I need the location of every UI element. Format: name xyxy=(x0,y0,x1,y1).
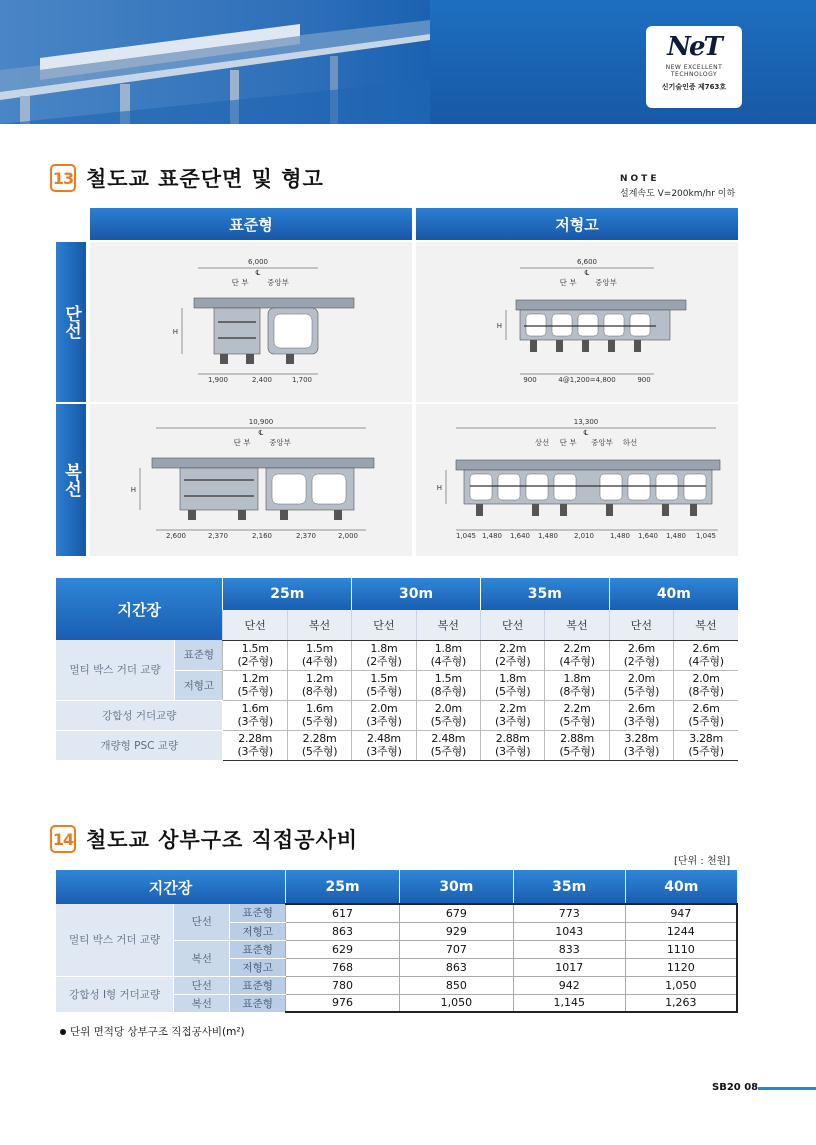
dim-total: 6,600 xyxy=(576,258,598,266)
cell: 1,263 xyxy=(625,994,737,1012)
cell: 863 xyxy=(286,922,400,940)
height-label: H xyxy=(496,322,502,330)
cross-section-figure xyxy=(56,208,738,556)
table-row xyxy=(56,700,738,730)
cell: 707 xyxy=(399,940,513,958)
net-logo: NeT xyxy=(667,32,721,62)
subhead: 복선 xyxy=(545,610,609,640)
cell: 1043 xyxy=(513,922,625,940)
subhead: 복선 xyxy=(416,610,480,640)
cell: 1.5m (2주형) xyxy=(223,640,287,670)
cell: 1.5m (5주형) xyxy=(352,670,416,700)
cell: 2.0m (5주형) xyxy=(416,700,480,730)
cell: 1.8m (5주형) xyxy=(480,670,544,700)
footnote-text: 단위 면적당 상부구조 직접공사비(m²) xyxy=(70,1026,245,1038)
table-row xyxy=(56,640,738,670)
table-row xyxy=(56,976,737,994)
row-group-label: 개량형 PSC 교량 xyxy=(56,730,223,760)
cell: 2.28m (3주형) xyxy=(223,730,287,760)
dim-7: 1,640 xyxy=(637,532,659,540)
section-title: 철도교 표준단면 및 형고 xyxy=(86,167,324,191)
cell: 1,050 xyxy=(399,994,513,1012)
dim-1: 900 xyxy=(523,376,537,384)
span-40m: 40m xyxy=(609,578,738,610)
height-label: H xyxy=(130,486,136,494)
unit-label: [단위 : 천원] xyxy=(674,856,731,867)
span-25m: 25m xyxy=(223,578,352,610)
dim-total: 10,900 xyxy=(248,418,274,426)
label-end: 단 부 xyxy=(559,278,577,287)
section-14-heading xyxy=(50,824,358,854)
row-kind-label: 표준형 xyxy=(230,976,286,994)
label-center: 중앙부 xyxy=(267,278,289,287)
cell: 2.2m (5주형) xyxy=(545,700,609,730)
centerline-mark: ℄ xyxy=(258,429,264,437)
row-header-single xyxy=(56,242,86,402)
table-row xyxy=(56,904,737,922)
span-30m: 30m xyxy=(352,578,481,610)
cell: 1017 xyxy=(513,958,625,976)
note-text: 설계속도 V=200km/hr 이하 xyxy=(620,189,736,199)
cell: 2.48m (3주형) xyxy=(352,730,416,760)
dim-5: 2,010 xyxy=(573,532,595,540)
cell: 1,145 xyxy=(513,994,625,1012)
cell: 3.28m (5주형) xyxy=(674,730,738,760)
train-bridge-photo xyxy=(0,0,430,124)
net-cert-number: 신기술인증 제763호 xyxy=(661,83,727,91)
dim-total: 6,000 xyxy=(247,258,269,266)
cell: 1.5m (8주형) xyxy=(416,670,480,700)
cell: 629 xyxy=(286,940,400,958)
cell: 768 xyxy=(286,958,400,976)
row-type-label: 표준형 xyxy=(175,640,223,670)
dim-3: 2,160 xyxy=(251,532,273,540)
subhead: 단선 xyxy=(480,610,544,640)
section-number: 13 xyxy=(50,164,76,192)
dim-8: 1,480 xyxy=(665,532,687,540)
cell: 929 xyxy=(399,922,513,940)
height-label: H xyxy=(172,328,178,336)
label-end: 단 부 xyxy=(233,438,251,447)
cell: 1.2m (8주형) xyxy=(287,670,351,700)
row-kind-label: 저형고 xyxy=(230,922,286,940)
cell: 2.2m (4주형) xyxy=(545,640,609,670)
subhead: 복선 xyxy=(287,610,351,640)
label-up: 상선 xyxy=(534,438,550,447)
cell: 1.5m (4주형) xyxy=(287,640,351,670)
row-line-label: 복선 xyxy=(174,940,230,976)
span-35m: 35m xyxy=(513,870,625,904)
span-30m: 30m xyxy=(399,870,513,904)
cell: 850 xyxy=(399,976,513,994)
cell: 2.0m (8주형) xyxy=(674,670,738,700)
row-kind-label: 표준형 xyxy=(230,904,286,922)
drawing-double-standard xyxy=(90,404,412,556)
cell: 2.6m (4주형) xyxy=(674,640,738,670)
net-certification-badge xyxy=(646,26,742,108)
cell: 1.8m (2주형) xyxy=(352,640,416,670)
label-center: 중앙부 xyxy=(269,438,291,447)
cell: 2.2m (2주형) xyxy=(480,640,544,670)
col-header-low: 저형고 xyxy=(416,208,738,240)
row-line-label: 단선 xyxy=(174,904,230,940)
page-number: SB20 08 xyxy=(712,1082,759,1093)
row-line-label: 단선 xyxy=(174,976,230,994)
row-group-label: 강합성 I형 거더교량 xyxy=(56,976,174,1012)
row-group-label: 멀티 박스 거더 교량 xyxy=(56,640,175,700)
centerline-mark: ℄ xyxy=(583,429,589,437)
row-group-label: 강합성 거더교량 xyxy=(56,700,223,730)
label-end: 단 부 xyxy=(559,438,577,447)
note xyxy=(620,174,735,199)
cell: 2.48m (5주형) xyxy=(416,730,480,760)
cell: 1.8m (4주형) xyxy=(416,640,480,670)
row-header-double-label: 복선 xyxy=(61,463,81,497)
cell: 617 xyxy=(286,904,400,922)
dim-2: 2,400 xyxy=(251,376,273,384)
cell: 1.8m (8주형) xyxy=(545,670,609,700)
cell: 1.6m (3주형) xyxy=(223,700,287,730)
drawing-single-standard xyxy=(90,242,412,402)
cell: 2.6m (5주형) xyxy=(674,700,738,730)
cell: 2.6m (3주형) xyxy=(609,700,673,730)
cell: 773 xyxy=(513,904,625,922)
subhead: 복선 xyxy=(674,610,738,640)
row-kind-label: 저형고 xyxy=(230,958,286,976)
centerline-mark: ℄ xyxy=(255,269,261,277)
construction-cost-table xyxy=(56,870,738,1013)
subhead: 단선 xyxy=(609,610,673,640)
row-header-single-label: 단선 xyxy=(61,305,81,339)
section-13-heading xyxy=(50,163,324,193)
cell: 2.28m (5주형) xyxy=(287,730,351,760)
dim-1: 1,900 xyxy=(207,376,229,384)
row-group-label: 멀티 박스 거더 교량 xyxy=(56,904,174,976)
span-40m: 40m xyxy=(625,870,737,904)
dim-3: 1,640 xyxy=(509,532,531,540)
dim-5: 2,000 xyxy=(337,532,359,540)
bullet-icon xyxy=(60,1029,66,1035)
cell: 780 xyxy=(286,976,400,994)
dim-4: 1,480 xyxy=(537,532,559,540)
dim-2: 2,370 xyxy=(207,532,229,540)
table1-corner: 지간장 xyxy=(56,578,223,640)
dim-9: 1,045 xyxy=(695,532,717,540)
girder-height-table xyxy=(56,578,738,761)
row-kind-label: 표준형 xyxy=(230,940,286,958)
cell: 2.88m (5주형) xyxy=(545,730,609,760)
cell: 2.0m (5주형) xyxy=(609,670,673,700)
row-header-double xyxy=(56,404,86,556)
dim-1: 2,600 xyxy=(165,532,187,540)
centerline-mark: ℄ xyxy=(584,269,590,277)
dim-3: 900 xyxy=(637,376,651,384)
col-header-standard: 표준형 xyxy=(90,208,412,240)
cell: 1.2m (5주형) xyxy=(223,670,287,700)
dim-2: 4@1,200=4,800 xyxy=(558,376,616,384)
cell: 1244 xyxy=(625,922,737,940)
cell: 863 xyxy=(399,958,513,976)
net-subtitle: NEW EXCELLENT TECHNOLOGY xyxy=(665,64,723,78)
drawing-double-low xyxy=(416,404,738,556)
label-center: 중앙부 xyxy=(591,438,613,447)
header-banner xyxy=(0,0,816,124)
footnote xyxy=(60,1024,245,1039)
table2-corner: 지간장 xyxy=(56,870,286,904)
dim-2: 1,480 xyxy=(481,532,503,540)
span-35m: 35m xyxy=(480,578,609,610)
section-title: 철도교 상부구조 직접공사비 xyxy=(86,828,359,852)
table-row xyxy=(56,730,738,760)
dim-total: 13,300 xyxy=(573,418,599,426)
dim-3: 1,700 xyxy=(291,376,313,384)
cell: 2.6m (2주형) xyxy=(609,640,673,670)
row-line-label: 복선 xyxy=(174,994,230,1012)
cell: 3.28m (3주형) xyxy=(609,730,673,760)
cell: 2.88m (3주형) xyxy=(480,730,544,760)
note-label: NOTE xyxy=(620,174,660,184)
cell: 833 xyxy=(513,940,625,958)
cell: 1,050 xyxy=(625,976,737,994)
span-25m: 25m xyxy=(286,870,400,904)
row-type-label: 저형고 xyxy=(175,670,223,700)
drawing-single-low xyxy=(416,242,738,402)
label-end: 단 부 xyxy=(231,278,249,287)
section-number: 14 xyxy=(50,825,76,853)
dim-1: 1,045 xyxy=(455,532,477,540)
dim-6: 1,480 xyxy=(609,532,631,540)
label-center: 중앙부 xyxy=(595,278,617,287)
cell: 1120 xyxy=(625,958,737,976)
cell: 2.0m (3주형) xyxy=(352,700,416,730)
cell: 2.2m (3주형) xyxy=(480,700,544,730)
cell: 1.6m (5주형) xyxy=(287,700,351,730)
cell: 976 xyxy=(286,994,400,1012)
label-down: 하선 xyxy=(622,438,638,447)
subhead: 단선 xyxy=(352,610,416,640)
cell: 942 xyxy=(513,976,625,994)
page-accent-bar xyxy=(758,1087,816,1090)
cell: 679 xyxy=(399,904,513,922)
cell: 947 xyxy=(625,904,737,922)
row-kind-label: 표준형 xyxy=(230,994,286,1012)
dim-4: 2,370 xyxy=(295,532,317,540)
height-label: H xyxy=(436,484,442,492)
cell: 1110 xyxy=(625,940,737,958)
subhead: 단선 xyxy=(223,610,287,640)
